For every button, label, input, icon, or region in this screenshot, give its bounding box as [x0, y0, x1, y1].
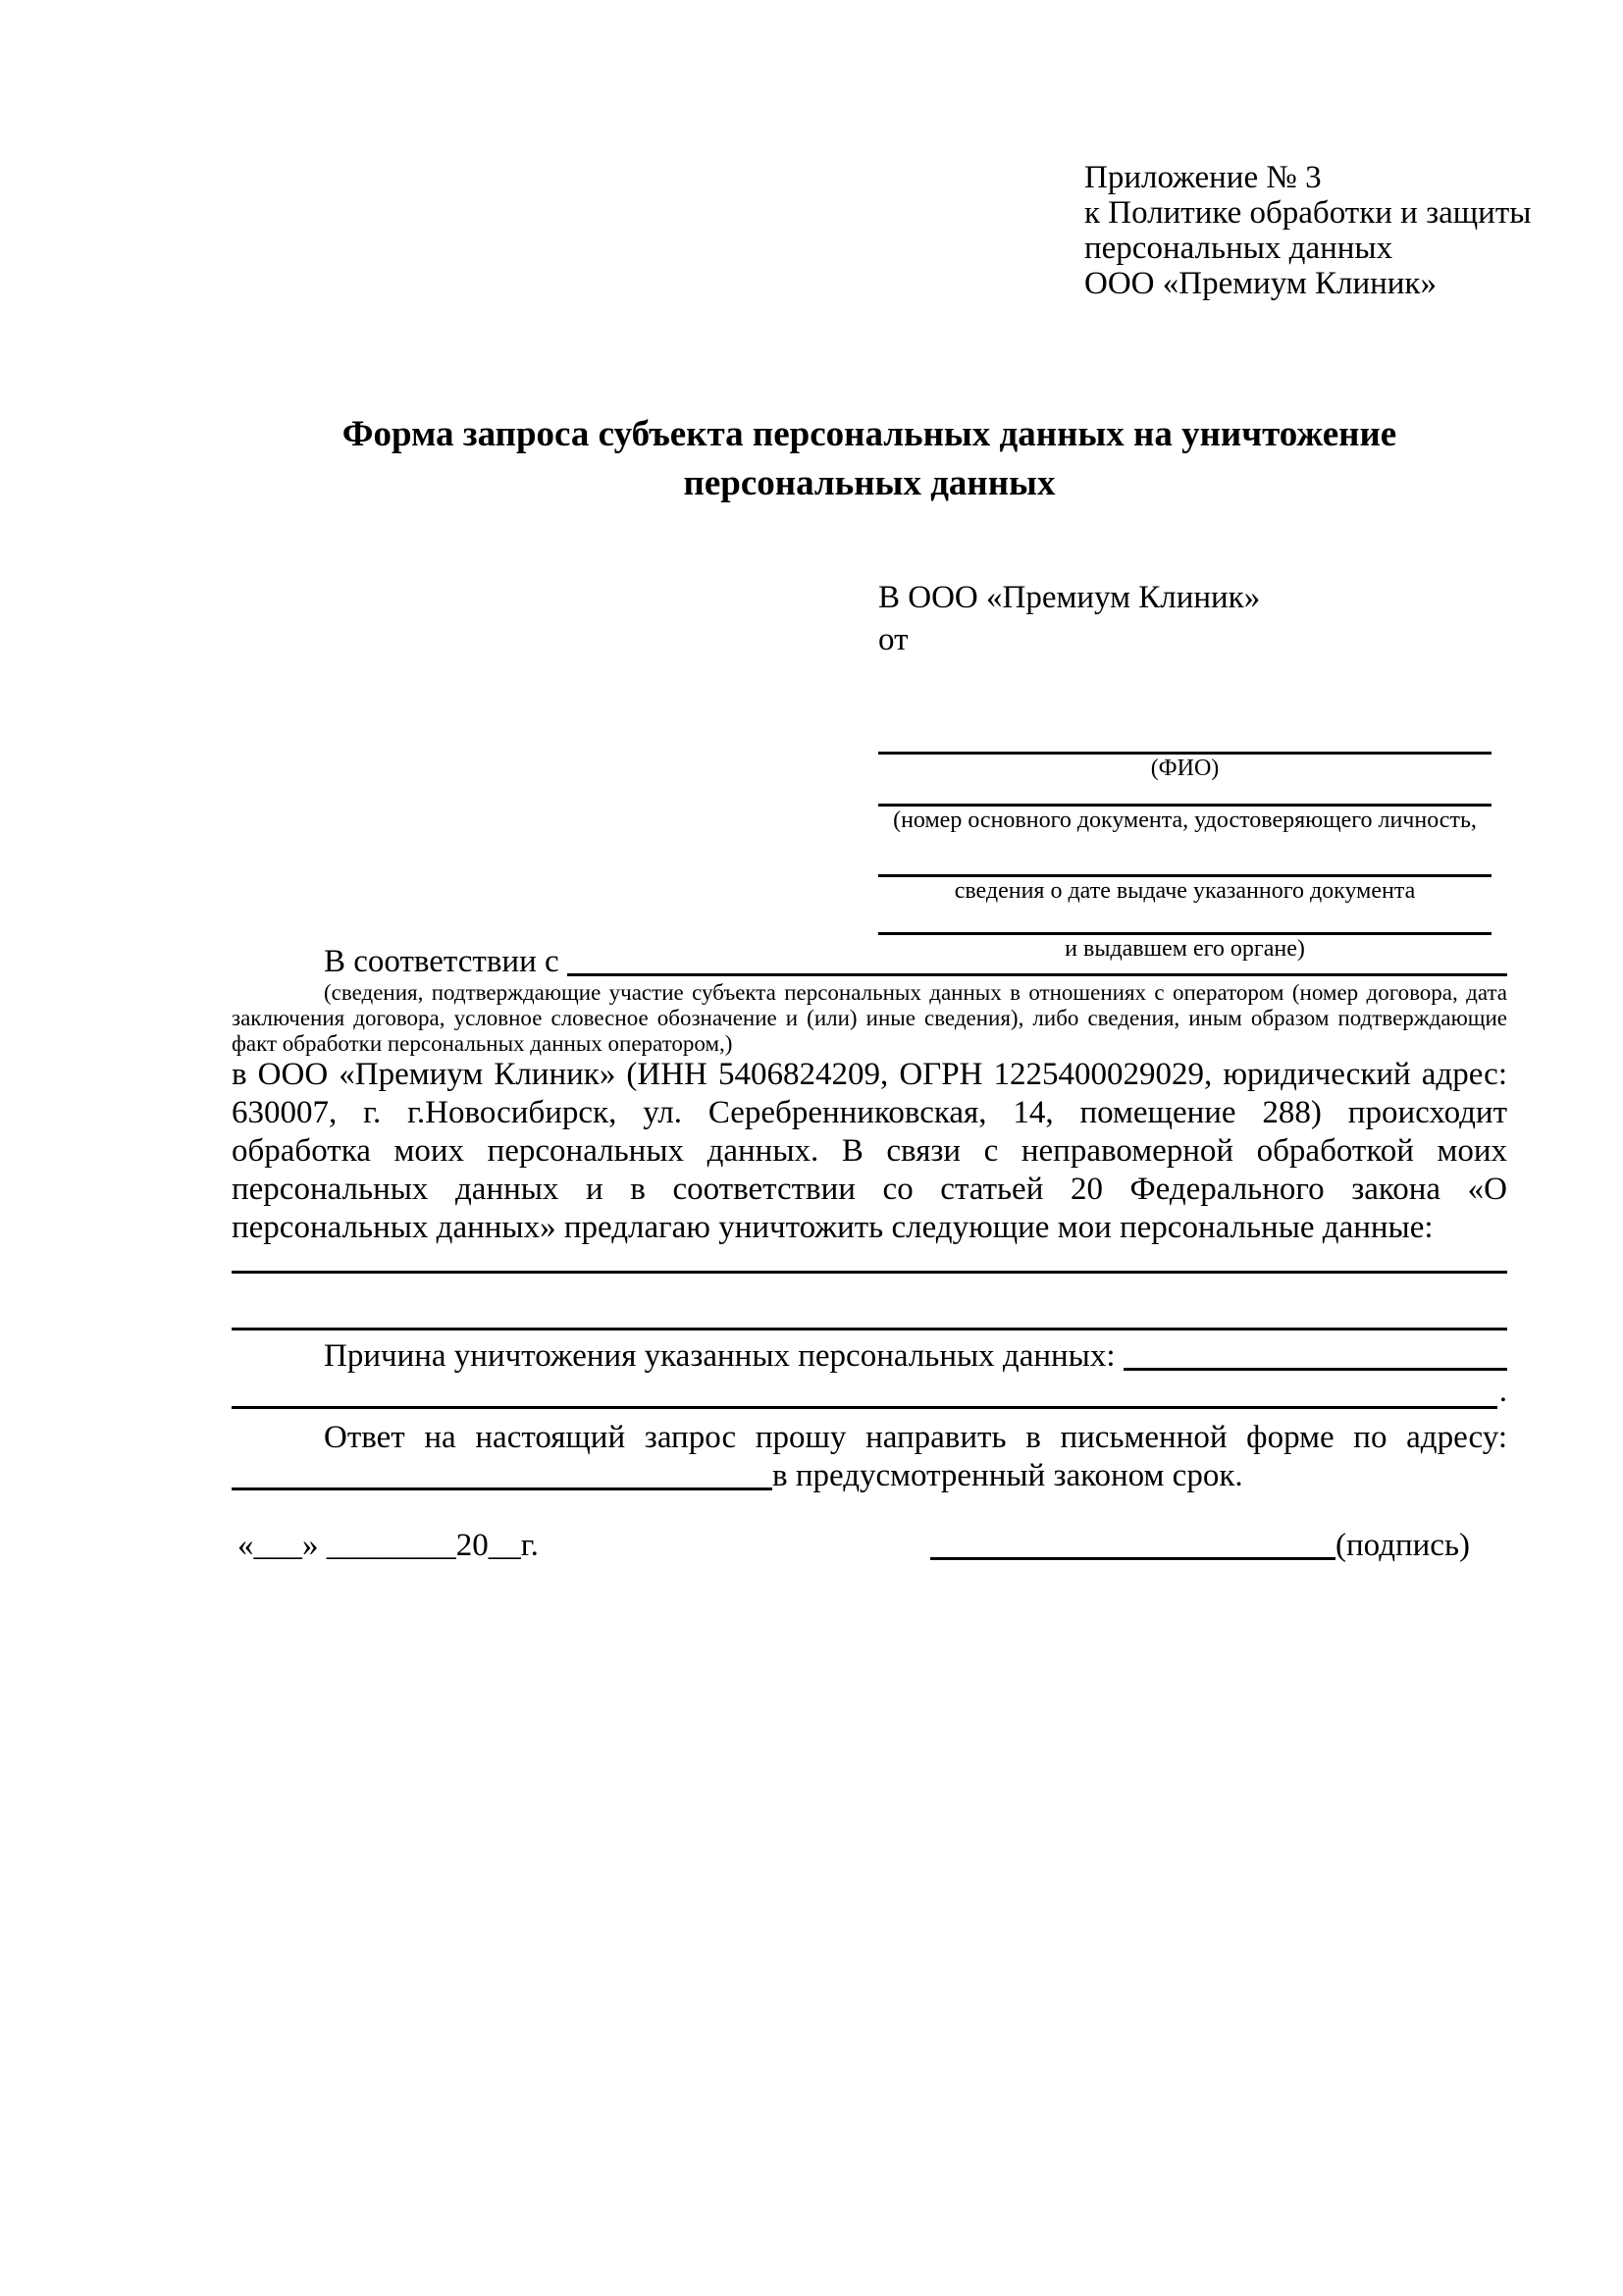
- issue-date-input-line[interactable]: [878, 834, 1492, 877]
- reason-label: Причина уничтожения указанных персональных данных:: [324, 1338, 1116, 1374]
- document-title-line-1: Форма запроса субъекта персональных данных на уничтожение: [341, 414, 1397, 454]
- accordance-input-line[interactable]: [567, 942, 1507, 976]
- accordance-prefix: В соответствии с: [324, 944, 559, 979]
- paragraph-indent: [232, 942, 324, 981]
- annex-line-4: ООО «Премиум Клиник»: [1084, 266, 1437, 301]
- accordance-note: (сведения, подтверждающие участие субъекта персональных данных в отношениях с оператором (номер договора, дата заключения договора, условное словесное обозначение и (или) иные сведения), либо сведения, иным образом подтверждающие факт обработки персональных данных оператором,): [232, 980, 1507, 1056]
- date-signature-row: [232, 1527, 1507, 1565]
- doc-number-input-line[interactable]: [878, 782, 1492, 807]
- data-input-line-1[interactable]: [232, 1271, 1507, 1274]
- response-request-sentence: Ответ на настоящий запрос прошу направить в письменной форме по адресу:: [324, 1420, 1507, 1455]
- date-placeholder[interactable]: «___» ________20__г.: [237, 1528, 539, 1563]
- addressee-block: [878, 577, 1492, 963]
- reason-input-line[interactable]: [1124, 1336, 1507, 1371]
- addressee-from-label: от: [878, 622, 909, 657]
- address-input-line[interactable]: [232, 1457, 772, 1490]
- paragraph-indent: [232, 1336, 324, 1376]
- annex-line-1: Приложение № 3: [1084, 160, 1322, 195]
- issuing-authority-caption: и выдавшем его органе): [1065, 936, 1305, 962]
- data-input-line-2[interactable]: [232, 1328, 1507, 1331]
- doc-number-caption: (номер основного документа, удостоверяющего личность,: [893, 808, 1477, 833]
- document-title: [232, 410, 1507, 508]
- main-paragraph: в ООО «Премиум Клиник» (ИНН 5406824209, ОГРН 1225400029029, юридический адрес: 630007, г. г.Новосибирск, ул. Серебренниковская, 14, помещение 288) происходит обработка моих персональных данных. В связи с неправомерной обработкой моих персональных данных и в соответствии со статьей 20 Федерального закона «О персональных данных» предлагаю уничтожить следующие мои персональные данные:: [232, 1057, 1507, 1245]
- reason-row: [232, 1336, 1507, 1376]
- response-tail: в предусмотренный законом срок.: [772, 1458, 1243, 1493]
- issue-date-caption: сведения о дате выдаче указанного документа: [954, 878, 1416, 904]
- annex-header: [1084, 160, 1555, 301]
- annex-line-2: к Политике обработки и защиты: [1084, 195, 1532, 231]
- document-title-line-2: персональных данных: [683, 463, 1056, 503]
- response-tail-row: [232, 1457, 1507, 1495]
- fio-input-line[interactable]: [878, 661, 1492, 755]
- annex-line-3: персональных данных: [1084, 231, 1393, 266]
- reason-input-line-2[interactable]: [232, 1380, 1497, 1409]
- sentence-period: .: [1498, 1374, 1507, 1409]
- accordance-row: [232, 942, 1507, 981]
- addressee-to: В ООО «Премиум Клиник»: [878, 580, 1261, 615]
- issuing-authority-input-line[interactable]: [878, 905, 1492, 935]
- fio-caption: (ФИО): [1150, 756, 1220, 781]
- signature-group: [930, 1527, 1470, 1565]
- signature-input-line[interactable]: [930, 1557, 1335, 1560]
- reason-continuation-row: [232, 1374, 1507, 1409]
- signature-caption: (подпись): [1335, 1528, 1470, 1563]
